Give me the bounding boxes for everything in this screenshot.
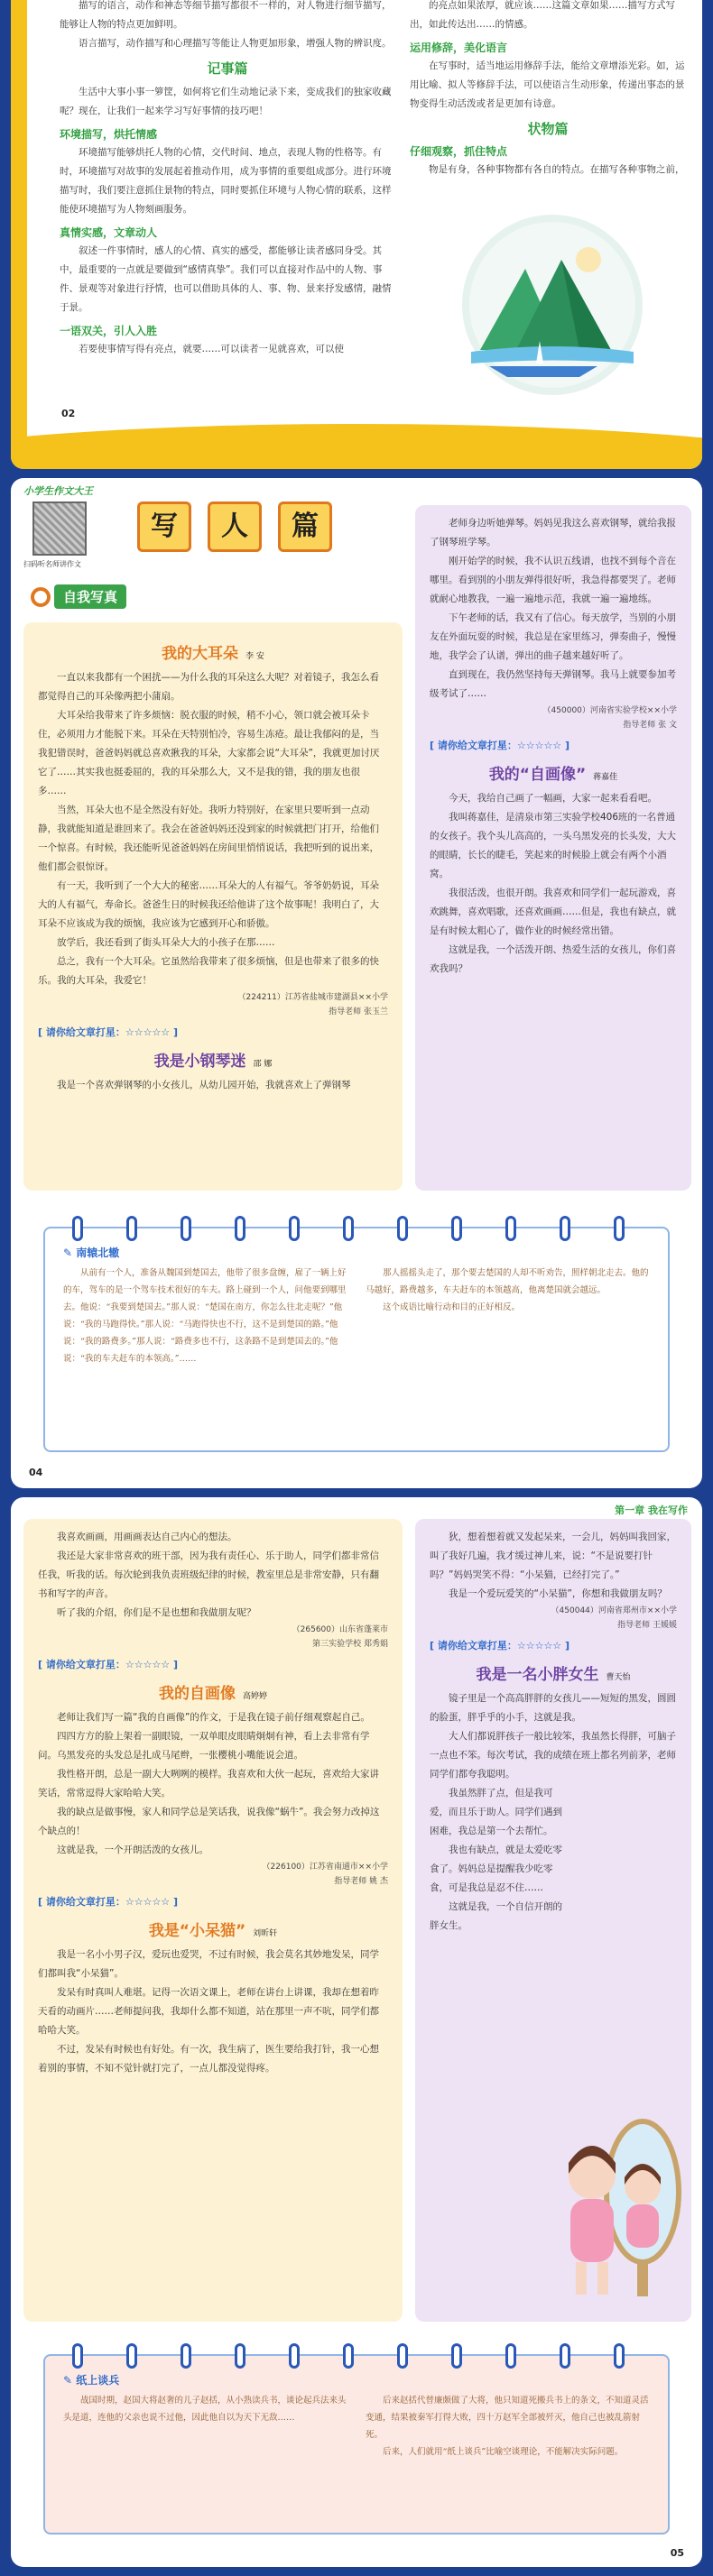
note-text: 那人摇摇头走了，那个要去楚国的人却不听劝告，照样朝北走去。他的马越好，路费越多，车夫赶车的本领越高，他离楚国就会越远。 (366, 1268, 649, 1295)
rating-label: [ 请你给文章打星： (38, 1659, 125, 1670)
essay-author: 曹天怡 (606, 1673, 631, 1682)
binder-ring (505, 1216, 516, 1241)
paragraph: 的亮点如果浓厚，就应该……这篇文章如果……描写方式写出，如此传达出……的情感。 (410, 0, 675, 30)
binder-ring (397, 1216, 408, 1241)
section-title: 记事篇 (207, 60, 248, 77)
rating-label: [ 请你给文章打星： (38, 1896, 125, 1908)
paragraph: 这就是我，一个自信开朗的胖女生。 (430, 1901, 562, 1931)
subheading: 仔细观察，抓住特点 (410, 145, 508, 158)
binder-ring (343, 2343, 354, 2369)
essay-title-text: 我的大耳朵 (162, 645, 239, 663)
binder-ring (343, 1216, 354, 1241)
paragraph: 大人们都说胖孩子一般比较笨，我虽然长得胖，可脑子一点也不笨。每次考试，我的成绩在班上都名列前茅，老师同学们都夸我聪明。 (430, 1731, 676, 1780)
binder-ring (505, 2343, 516, 2369)
teacher-info: 指导老师 张 文 (623, 721, 677, 730)
binder-ring (72, 1216, 83, 1241)
note-title (63, 2372, 119, 2387)
idiom-note (43, 2354, 670, 2535)
school-info: （265600）山东省蓬莱市 (292, 1625, 388, 1634)
essay-box-left (23, 622, 403, 1191)
rating-label: [ 请你给文章打星： (430, 740, 517, 751)
subheading: 一语双关，引人入胜 (60, 325, 158, 337)
teacher-info: 指导老师 张玉兰 (329, 1007, 388, 1017)
paragraph: 我很活泼，也很开朗。我喜欢和同学们一起玩游戏，喜欢跳舞，喜欢唱歌，还喜欢画画……但是，我也有缺点，就是有时候太粗心了，做作业的时候经常出错。 (430, 888, 676, 936)
binder-ring (560, 1216, 570, 1241)
binder-ring (451, 2343, 462, 2369)
essay-author: 刘昕轩 (253, 1929, 278, 1938)
paragraph: 叙述一件事情时，感人的心情、真实的感受，都能够让读者感同身受。其中，最重要的一点就是要做到“感情真挚”。我们可以直接对作品中的人物、事件、景观等对象进行抒情，也可以借助具体的人、事、物、景来抒发感情，融情于景。 (60, 245, 392, 313)
text-line: 描写的语言，动作和神态等细节描写都很不一样的，对人物进行细节描写，能够让人物的特点更加鲜明。 (60, 0, 392, 30)
binder-ring (235, 2343, 245, 2369)
star-rating[interactable]: ☆☆☆☆☆ ] (125, 1659, 179, 1670)
paragraph: 老师身边听她弹琴。妈妈见我这么喜欢钢琴，就给我报了钢琴班学琴。 (430, 518, 676, 547)
essay-title-text: 我是小钢琴迷 (153, 1053, 246, 1071)
note-title (63, 1245, 119, 1260)
section-label-wrap (31, 584, 126, 609)
school-info: （450044）河南省郑州市××小学 (551, 1606, 677, 1615)
essay-author: 蒋嘉佳 (593, 773, 618, 782)
paragraph: 发呆有时真叫人难堪。记得一次语文课上，老师在讲台上讲课，我却在想着昨天看的动画片……老师提问我，我却什么都不知道，站在那里一声不吭，同学们都哈哈大笑。 (38, 1987, 379, 2036)
rating-prompt (38, 1025, 388, 1039)
essay-author: 李 安 (245, 652, 264, 661)
subheading: 环境描写，烘托情感 (60, 128, 158, 141)
binder-ring (181, 1216, 191, 1241)
binder-ring (72, 2343, 83, 2369)
star-rating[interactable]: ☆☆☆☆☆ ] (125, 1026, 179, 1038)
note-title-text: 纸上谈兵 (76, 2374, 120, 2387)
binder-ring (126, 2343, 137, 2369)
essay-title (430, 1661, 677, 1684)
paragraph: 我是一个爱玩爱笑的“小呆猫”，你想和我做朋友吗？ (449, 1588, 667, 1599)
paragraph: 我是一个喜欢弹钢琴的小女孩儿，从幼儿园开始，我就喜欢上了弹钢琴 (57, 1080, 351, 1090)
girl-mirror-illustration (556, 2093, 682, 2309)
magazine-page-05 (11, 1497, 702, 2567)
essay-title-text: 我的“自画像” (488, 766, 587, 784)
binder-ring (614, 1216, 625, 1241)
teacher-info: 指导老师 姚 杰 (334, 1877, 388, 1886)
paragraph: 刚开始学的时候，我不认识五线谱，也找不到每个音在哪里。看到别的小朋友弹得很好听，我急得都要哭了。老师就耐心地教我，一遍一遍地示范，我就一遍一遍地练。 (430, 556, 676, 604)
note-text: 战国时期，赵国大将赵奢的儿子赵括，从小熟读兵书，谈论起兵法来头头是道，连他的父亲也说不过他，因此他自以为天下无敌…… (63, 2396, 347, 2423)
left-column (60, 0, 395, 359)
paragraph: 放学后，我还看到了街头耳朵大大的小孩子在那…… (57, 937, 275, 948)
rating-prompt (38, 1894, 388, 1909)
magazine-page-02 (11, 0, 702, 469)
binder-ring (126, 1216, 137, 1241)
binder-ring (289, 2343, 300, 2369)
paragraph: 镜子里是一个高高胖胖的女孩儿——短短的黑发，圆圆的脸蛋，胖乎乎的小手，这就是我。 (430, 1693, 676, 1723)
title-banner (137, 501, 332, 552)
paragraph: 今天，我给自己画了一幅画，大家一起来看看吧。 (449, 793, 657, 804)
chapter-tag: 第一章 我在写作 (615, 1504, 688, 1516)
section-intro: 生活中大事小事一箩筐，如何将它们生动地记录下来，变成我们的独家收藏呢？现在，让我们一起来学习写好事情的技巧吧！ (60, 87, 392, 116)
paragraph: 这就是我，一个活泼开朗、热爱生活的女孩儿，你们喜欢我吗？ (430, 944, 676, 974)
note-text: 这个成语比喻行动和目的正好相反。 (383, 1302, 521, 1312)
qr-caption: 扫码听名师讲作文 (23, 560, 81, 568)
binder-ring (235, 1216, 245, 1241)
yellow-swoosh (11, 424, 702, 469)
rating-prompt (430, 738, 677, 752)
note-text: 后来赵括代替廉颇做了大将，他只知道死搬兵书上的条文，不知道灵活变通，结果被秦军打得大败，四十万赵军全部被歼灭，他自己也被乱箭射死。 (366, 2396, 649, 2440)
paragraph: 我叫蒋嘉佳，是清泉市第三实验学校406班的一名普通的女孩子。我个头儿高高的，一头乌黑发亮的长头发，大大的眼睛，长长的睫毛，笑起来的时候脸上就会有两个小酒窝。 (430, 812, 676, 879)
paragraph: 物是有身，各种事物都有各自的特点。在描写各种事物之前， (429, 164, 685, 175)
essay-author: 邵 娜 (253, 1060, 273, 1069)
essay-author: 高婷婷 (242, 1692, 267, 1701)
page-number: 05 (670, 2547, 684, 2559)
paragraph: 大耳朵给我带来了许多烦恼：脱衣服的时候，稍不小心，领口就会被耳朵卡住，必须用力才能脱下来。耳朵在天特别怕冷，容易生冻疮。最让我郁闷的是，当我犯错误时，爸爸妈妈就总喜欢揪我的耳朵，大家都会说“大耳朵”，我就更加讨厌它了……其实我也挺委屈的，我的耳朵那么大，又不是我的错，我的朋友也很多…… (38, 710, 380, 796)
rating-prompt (430, 1638, 677, 1652)
essay-box-right (415, 505, 691, 1191)
paragraph: 总之，我有一个大耳朵。它虽然给我带来了很多烦恼，但是也带来了很多的快乐。我的大耳朵，我爱它！ (38, 956, 379, 986)
binder-ring (614, 2343, 625, 2369)
essay-box-left (23, 1519, 403, 2322)
binder-ring (289, 1216, 300, 1241)
binder-ring (181, 2343, 191, 2369)
note-right (366, 2392, 650, 2461)
essay-title (430, 761, 677, 784)
paragraph: 下午老师的话，我又有了信心。每天放学，当别的小朋友在外面玩耍的时候，我总是在家里练习，弹奏曲子，慢慢地，我学会了认谱，弹出的曲子越来越好听了。 (430, 612, 676, 661)
note-body (63, 1265, 650, 1367)
right-column (410, 0, 686, 179)
page-number: 02 (61, 408, 76, 419)
star-rating[interactable]: ☆☆☆☆☆ ] (516, 1640, 570, 1651)
section-title: 状物篇 (527, 121, 569, 137)
school-info: （226100）江苏省南通市××小学 (262, 1863, 388, 1872)
note-body (63, 2392, 650, 2461)
rating-label: [ 请你给文章打星： (430, 1640, 517, 1651)
paragraph: 直到现在，我仍然坚持每天弹钢琴。我马上就要参加考级考试了…… (430, 669, 676, 699)
paragraph: 有一天，我听到了一个大大的秘密……耳朵大的人有福气。爷爷奶奶说，耳朵大的人有福气，寿命长。爸爸生日的时候我还给他讲了这个故事呢！我明白了，大耳朵不应该成为我的烦恼，我应该为它感到开心和骄傲。 (38, 880, 379, 929)
note-title-text: 南辕北辙 (76, 1247, 120, 1259)
rating-prompt (38, 1657, 388, 1671)
school-info: （224211）江苏省盐城市建湖县××小学 (237, 993, 388, 1002)
paragraph: 若要使事情写得有亮点，就要……可以读者一见就喜欢，可以使 (79, 344, 344, 354)
paragraph: 四四方方的脸上架着一副眼镜，一双单眼皮眼睛炯炯有神，看上去非常有学问。乌黑发亮的头发总是扎成马尾辫，一张樱桃小嘴能说会道。 (38, 1731, 370, 1761)
paragraph: 我也有缺点，就是太爱吃零食了。妈妈总是提醒我少吃零食，可是我总是忍不住…… (430, 1845, 562, 1893)
paragraph: 我是一名小小男子汉，爱玩也爱哭，不过有时候，我会莫名其妙地发呆，同学们都叫我“小呆猫”。 (38, 1949, 379, 1979)
essay-title (38, 640, 388, 663)
essay-title-text: 我是一名小胖女生 (476, 1666, 599, 1684)
idiom-note (43, 1227, 670, 1452)
magazine-page-04 (11, 478, 702, 1488)
subheading: 真情实感，文章动人 (60, 226, 158, 239)
paragraph: 我性格开朗，总是一副大大咧咧的模样。我喜欢和大伙一起玩，喜欢给大家讲笑话，常常逗得大家哈哈大笑。 (38, 1769, 379, 1799)
paragraph: 当然，耳朵大也不是全然没有好处。我听力特别好，在家里只要听到一点动静，我就能知道是谁回来了。我会在爸爸妈妈还没到家的时候就把门打开，给他们一个惊喜。有时候，我还能听见爸爸妈妈在房间里悄悄说话，我把听到的说出来，他们都会很惊讶。 (38, 805, 379, 872)
yellow-margin-stripe (11, 0, 27, 469)
qr-code-icon[interactable] (32, 501, 87, 556)
paragraph: 我还是大家非常喜欢的班干部，因为我有责任心、乐于助人，同学们都非常信任我，听我的话。每次轮到我负责班级纪律的时候，教室里总是非常安静，只有翻书和写字的声音。 (38, 1550, 379, 1599)
note-right (366, 1265, 650, 1367)
paragraph: 一直以来我都有一个困扰——为什么我的耳朵这么大呢？对着镜子，我怎么看都觉得自己的耳朵像两把小蒲扇。 (38, 672, 379, 702)
essay-title-text: 我的自画像 (158, 1685, 236, 1703)
banner-char: 人 (208, 501, 262, 552)
paragraph: 狄，想着想着就又发起呆来，一会儿，妈妈叫我回家，叫了我好几遍，我才缓过神儿来，说：“不是说要打针吗？”妈妈哭笑不得：“小呆猫，已经打完了。” (430, 1532, 676, 1580)
teacher-info: 第三实验学校 郑秀娟 (312, 1640, 388, 1649)
banner-char: 篇 (278, 501, 332, 552)
note-text: 后来，人们就用“纸上谈兵”比喻空谈理论，不能解决实际问题。 (383, 2447, 624, 2457)
school-info: （450000）河南省实验学校××小学 (542, 706, 677, 715)
note-text: 从前有一个人，准备从魏国到楚国去，他带了很多盘缠，雇了一辆上好的车，驾车的是一个驾车技术很好的车夫。路上碰到一个人，问他要到哪里去。他说：“我要到楚国去。”那人说：“楚国在南方，你怎么往北走呢？”他说：“我的马跑得快。”那人说：“马跑得快也不行，这不是到楚国的路。”他说：“我的路费多。”那人说：“路费多也不行，这条路不是到楚国去的。”他说：“我的车夫赶车的本领高。”…… (63, 1268, 347, 1364)
paragraph: 老师让我们写一篇“我的自画像”的作文，于是我在镜子前仔细观察起自己。 (57, 1712, 370, 1723)
header-tag: 小学生作文大王 (23, 485, 93, 497)
binder-ring (560, 2343, 570, 2369)
subheading: 运用修辞，美化语言 (410, 41, 508, 54)
banner-char: 写 (137, 501, 191, 552)
essay-title (38, 1048, 388, 1071)
pencil-icon: ✎ (63, 2374, 77, 2387)
magnifier-icon (31, 587, 51, 607)
binder-ring (451, 1216, 462, 1241)
rating-label: [ 请你给文章打星： (38, 1026, 125, 1038)
binder-ring (397, 2343, 408, 2369)
paragraph: 我喜欢画画，用画画表达自己内心的想法。 (57, 1532, 237, 1542)
text-line: 语言描写，动作描写和心理描写等能让人物更加形象，增强人物的辨识度。 (79, 38, 392, 49)
paragraph: 听了我的介绍，你们是不是也想和我做朋友呢？ (57, 1607, 256, 1618)
star-rating[interactable]: ☆☆☆☆☆ ] (125, 1896, 179, 1908)
essay-title (38, 1680, 388, 1703)
mountain-illustration (453, 206, 652, 404)
paragraph: 这就是我，一个开朗活泼的女孩儿。 (57, 1845, 208, 1855)
paragraph: 环境描写能够烘托人物的心情，交代时间、地点，表现人物的性格等。有时，环境描写对故事的发展起着推动作用，成为事情的重要组成部分。进行环境描写时，我们要注意抓住景物的特点，同时要抓住环境与人物心情的联系，这样能使环境描写为人物刻画服务。 (60, 147, 392, 215)
teacher-info: 指导老师 王媛媛 (617, 1621, 677, 1630)
page-number: 04 (29, 1467, 43, 1478)
pencil-icon: ✎ (63, 1247, 77, 1259)
section-label: 自我写真 (54, 584, 126, 609)
essay-title (38, 1918, 388, 1940)
star-rating[interactable]: ☆☆☆☆☆ ] (516, 740, 570, 751)
paragraph: 我虽然胖了点，但是我可爱，而且乐于助人。同学们遇到困难，我总是第一个去帮忙。 (430, 1788, 562, 1836)
paragraph: 不过，发呆有时候也有好处。有一次，我生病了，医生要给我打针，我一心想着别的事情，不知不觉针就打完了，一点儿都没觉得疼。 (38, 2044, 379, 2074)
paragraph: 我的缺点是做事慢，家人和同学总是笑话我，说我像“蜗牛”。我会努力改掉这个缺点的！ (38, 1807, 380, 1836)
essay-title-text: 我是“小呆猫” (148, 1922, 246, 1940)
paragraph: 在写事时，适当地运用修辞手法，能给文章增添光彩。如，运用比喻、拟人等修辞手法，可以使语言生动形象，传递出事态的景物变得生动活泼或者是更加有诗意。 (410, 60, 685, 109)
